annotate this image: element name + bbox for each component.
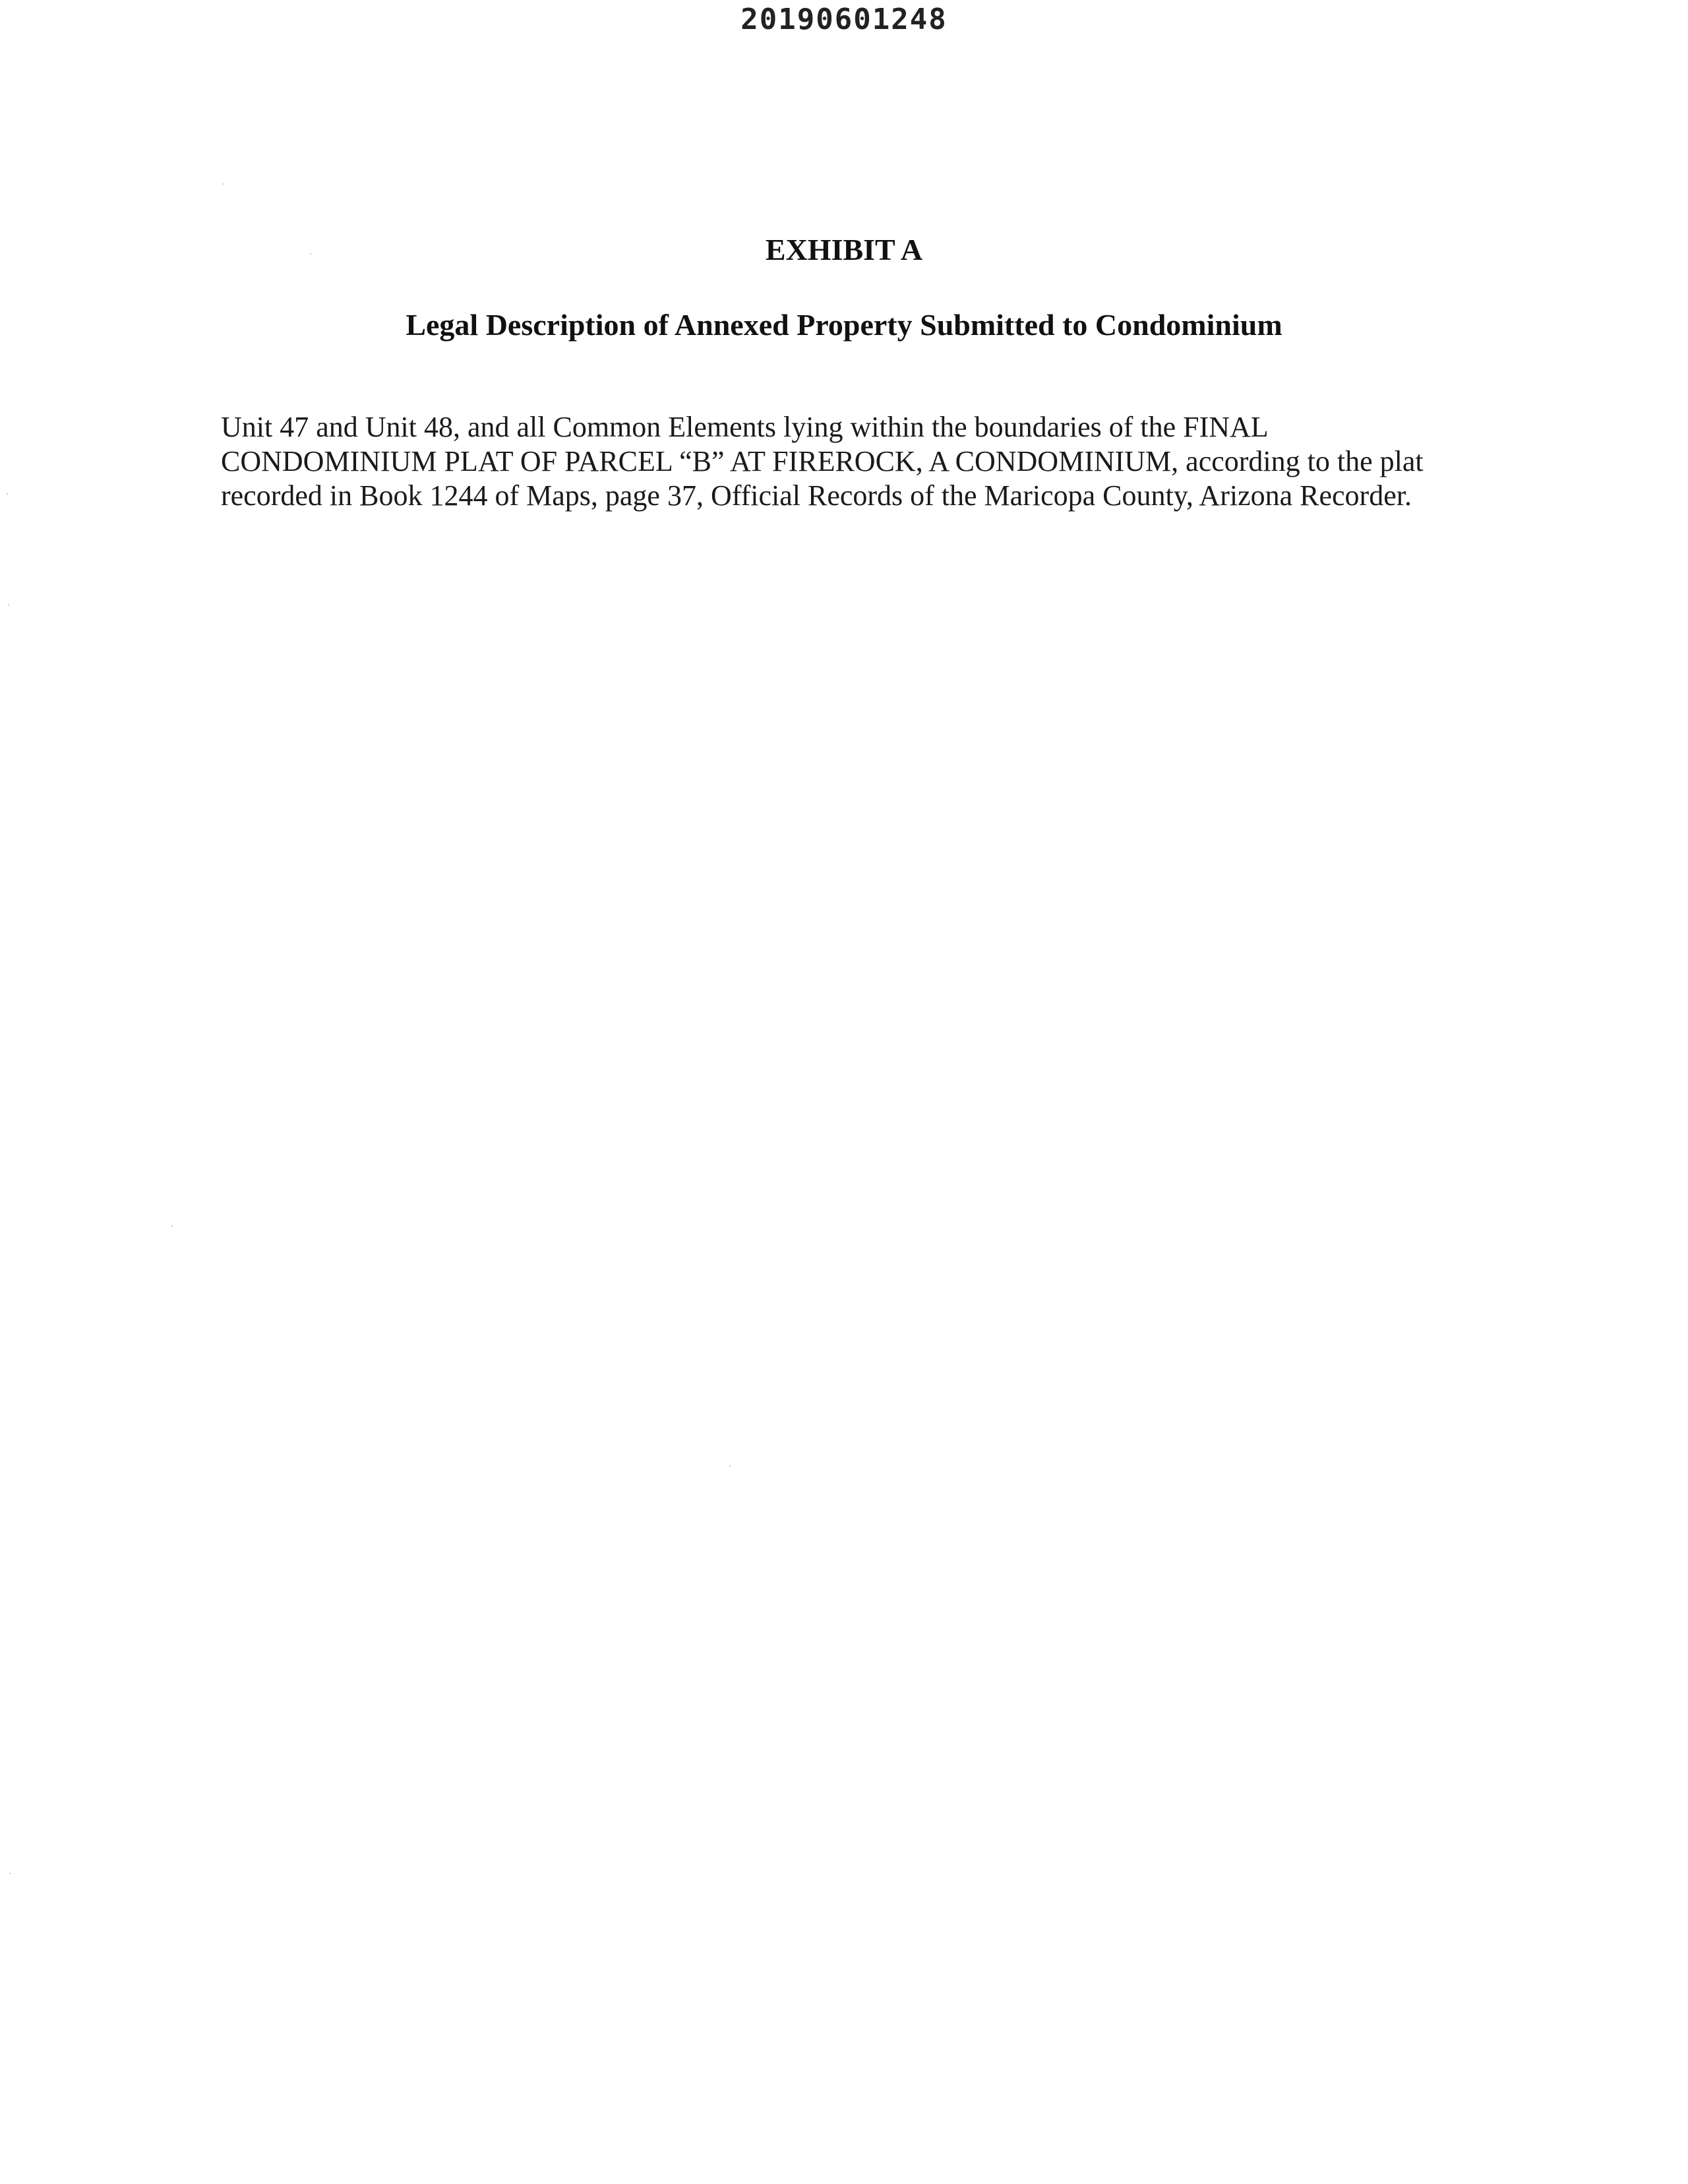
scan-artifact: [223, 183, 224, 185]
exhibit-title: EXHIBIT A: [765, 233, 923, 266]
scan-artifact: [9, 1873, 11, 1874]
scan-artifact: [171, 1225, 173, 1227]
scan-artifact: [8, 604, 9, 605]
recording-number: 20190601248: [740, 3, 948, 36]
scan-artifact: [310, 253, 311, 255]
legal-description-paragraph: Unit 47 and Unit 48, and all Common Elements lying within the boundaries of the FINAL CONDOMINIUM PLAT OF PARCEL “B” AT FIREROCK, A CONDOMINIUM, according to the plat recorded in Book 1244 of Maps, page 37, Official Records of the Maricopa County, Arizona Recorder.: [221, 411, 1424, 512]
scan-artifact: [7, 493, 8, 495]
exhibit-subtitle: Legal Description of Annexed Property Submitted to Condominium: [406, 308, 1282, 342]
scan-artifact: [729, 1465, 731, 1467]
